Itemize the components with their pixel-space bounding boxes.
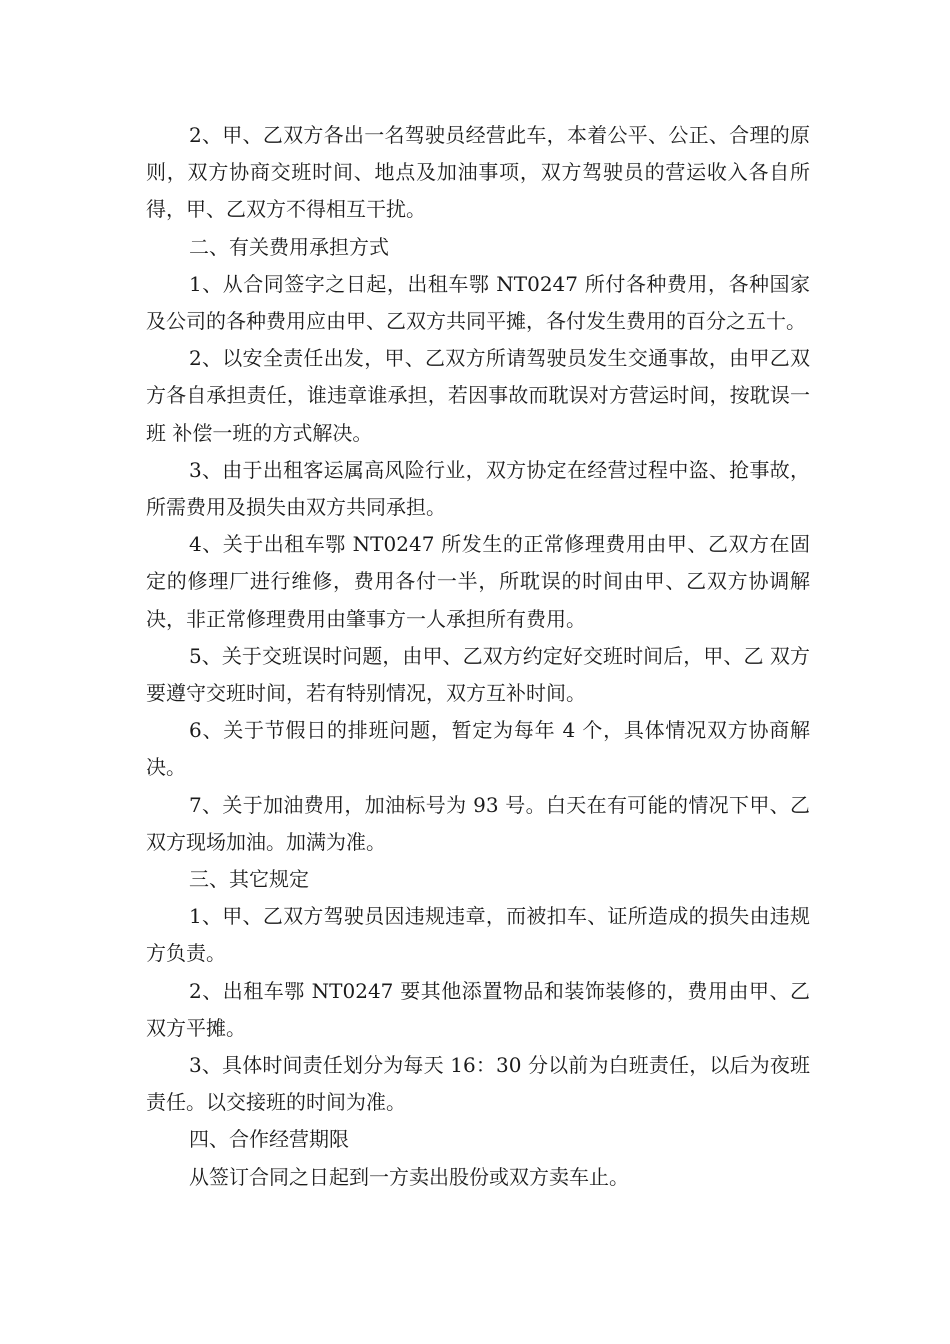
clause-other-3: 3、具体时间责任划分为每天 16：30 分以前为白班责任，以后为夜班责任。以交接班的时间为准。: [146, 1053, 810, 1115]
clause-costs-3: 3、由于出租客运属高风险行业，双方协定在经营过程中盗、抢事故，所需费用及损失由双方共同承担。: [146, 457, 810, 520]
clause-costs-7: 7、关于加油费用，加油标号为 93 号。白天在有可能的情况下甲、乙双方现场加油。加满为准。: [146, 792, 810, 854]
clause-other-2: 2、出租车鄂 NT0247 要其他添置物品和装饰装修的，费用由甲、乙双方平摊。: [146, 978, 810, 1040]
clause-costs-4: 4、关于出租车鄂 NT0247 所发生的正常修理费用由甲、乙双方在固定的修理厂进行维修，费用各付一半，所耽误的时间由甲、乙双方协调解决，非正常修理费用由肇事方一人承担所有费用。: [146, 532, 810, 631]
clause-other-1: 1、甲、乙双方驾驶员因违规违章，而被扣车、证所造成的损失由违规方负责。: [146, 904, 810, 966]
clause-term: 从签订合同之日起到一方卖出股份或双方卖车止。: [189, 1164, 629, 1189]
section-heading-costs: 二、有关费用承担方式: [189, 234, 389, 259]
clause-costs-6: 6、关于节假日的排班问题，暂定为每年 4 个，具体情况双方协商解决。: [146, 718, 810, 780]
clause-2-drivers: 2、甲、乙双方各出一名驾驶员经营此车，本着公平、公正、合理的原则，双方协商交班时间、地点及加油事项，双方驾驶员的营运收入各自所得，甲、乙双方不得相互干扰。: [146, 123, 810, 222]
clause-costs-2: 2、以安全责任出发，甲、乙双方所请驾驶员发生交通事故，由甲乙双方各自承担责任，谁违章谁承担，若因事故而耽误对方营运时间，按耽误一班 补偿一班的方式解决。: [146, 346, 810, 445]
section-heading-term: 四、合作经营期限: [189, 1127, 349, 1152]
clause-costs-5: 5、关于交班误时问题，由甲、乙双方约定好交班时间后，甲、乙 双方要遵守交班时间，若有特别情况，双方互补时间。: [146, 643, 810, 706]
section-heading-other-rules: 三、其它规定: [189, 867, 309, 892]
document-body: [146, 117, 810, 1196]
clause-costs-1: 1、从合同签字之日起，出租车鄂 NT0247 所付各种费用，各种国家及公司的各种费用应由甲、乙双方共同平摊，各付发生费用的百分之五十。: [146, 271, 810, 334]
